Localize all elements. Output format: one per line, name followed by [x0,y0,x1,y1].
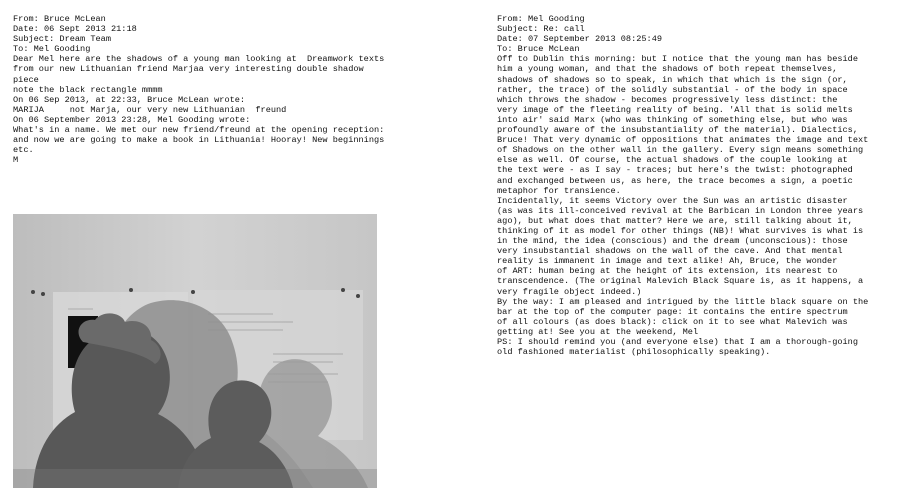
shadow-photo [13,214,377,488]
quote-header: On 06 September 2013 23:28, Mel Gooding wrote: [13,114,251,125]
body-line: Incidentally, it seems Victory over the Sun was an artistic disaster [497,195,848,206]
email-date: Date: 06 Sept 2013 21:18 [13,24,137,35]
body-line: rather, the trace) of the solidly substantial - of the body in space [497,84,848,95]
email-body-line: Dear Mel here are the shadows of a young man looking at Dreamwork texts [13,54,385,65]
paragraph-2 [497,196,897,297]
quote-text: What's in a name. We met our new friend/freund at the opening reception: [13,125,385,136]
body-line: the text were - as I say - traces; but here's the twist: photographed [497,165,853,176]
email-from: From: Bruce McLean [13,14,106,24]
paragraph-1 [497,54,897,195]
email-subject: Subject: Re: call [497,24,585,35]
email-body-line: piece [13,74,39,85]
body-line: reality is immanent in image and text alike! Ah, Bruce, the wonder [497,256,838,267]
body-line: PS: I should remind you (and everyone else) that I am a thorough-going [497,337,858,347]
quote-header: On 06 Sep 2013, at 22:33, Bruce McLean wrote: [13,94,246,105]
email-from: From: Mel Gooding [497,14,585,24]
email-to: To: Mel Gooding [13,44,91,55]
paragraph-3 [497,297,897,337]
email-body-line: from our new Lithuanian friend Marjaa very interesting double shadow [13,64,364,75]
body-line: very fragile object indeed.) [497,286,642,297]
body-line: By the way: I am pleased and intrigued by the little black square on the [497,296,869,307]
quote-text: etc. [13,145,34,156]
quote-text: and now we are going to make a book in Lithuania! Hooray! New beginnings [13,135,385,146]
body-line: of all colours (as does black): click on it to see what Malevich was [497,316,848,327]
email-left [13,14,413,165]
body-line: profoundly aware of the insubstantiality of the material). Dialectics, [497,125,858,136]
body-line: (as was its ill-conceived revival at the Barbican in London three years [497,205,864,216]
email-body-line: note the black rectangle mmmm [13,84,163,95]
quote-text: MARIJA not Marja, our very new Lithuanian freund [13,104,287,115]
body-line: Off to Dublin this morning: but I notice that the young man has beside [497,54,858,65]
email-date: Date: 07 September 2013 08:25:49 [497,34,663,45]
email-right [497,14,897,357]
body-line: ago), but what does that matter? Here we are, still talking about it, [497,215,853,226]
body-line: very image of the fleeting reality of being. 'All that is solid melts [497,104,853,115]
body-line: and exchanged between us, as here, the trace becomes a sign, a poetic [497,175,853,186]
quote-text: M [13,155,19,166]
body-line: of ART: human being at the height of its extension, its nearest to [497,266,838,277]
body-line: metaphor for transience. [497,185,621,196]
body-line: which throws the shadow - becomes progressively less distinct: the [497,94,838,105]
body-line: Bruce! That very dynamic of oppositions that animates the image and text [497,135,869,146]
body-line: thinking of it as model for other things (NB)! What survives is what is [497,225,864,236]
body-line: bar at the top of the computer page: it contains the entire spectrum [497,306,848,317]
body-line: very insubstantial shadows on the wall of the cave. And that mental [497,246,843,257]
email-to: To: Bruce McLean [497,44,580,55]
body-line: into air' said Marx (who was thinking of something else, but who was [497,114,848,125]
body-line: getting at! See you at the weekend, Mel [497,326,699,337]
email-subject: Subject: Dream Team [13,34,111,45]
body-line: transcendence. (The original Malevich Black Square is, as it happens, a [497,276,864,287]
body-line: of Shadows on the other wall in the gallery. Every sign means something [497,145,864,156]
body-line: him a young woman, and that the shadows of both repeat themselves, [497,64,838,75]
body-line: old fashioned materialist (philosophically speaking). [497,347,771,358]
body-line: in the mind, the idea (conscious) and the dream (unconscious): those [497,236,848,247]
paragraph-ps [497,337,897,357]
body-line: else as well. Of course, the actual shadows of the couple looking at [497,155,848,166]
body-line: shadows of shadows so to speak, in which that which is the sign (or, [497,74,848,85]
